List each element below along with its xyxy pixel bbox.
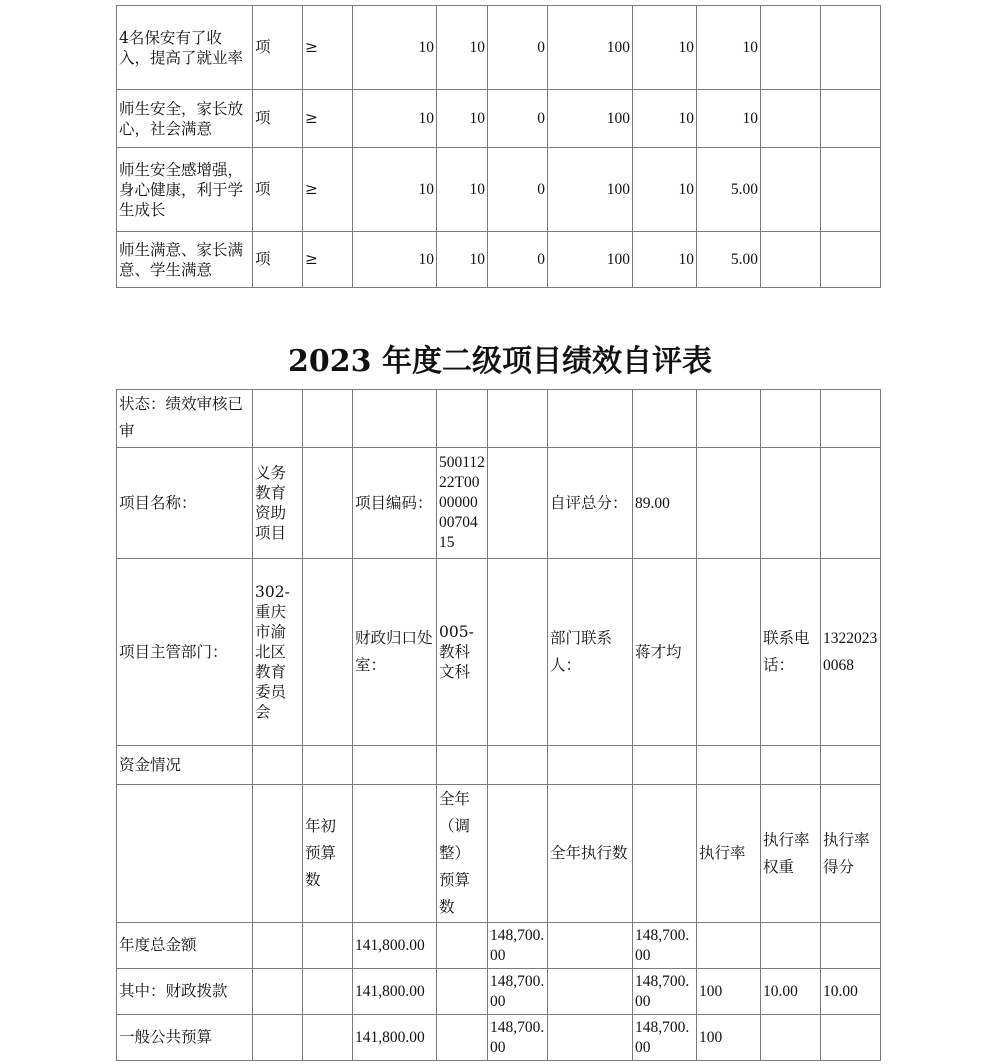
indicator-value: 10 (353, 6, 437, 90)
status-row (117, 390, 881, 448)
indicator-name: 师生安全，家长放心，社会满意 (117, 90, 253, 148)
initial-budget-value: 141,800.00 (353, 923, 437, 969)
table-row (117, 923, 881, 969)
adjusted-budget-value: 148,700.00 (488, 969, 548, 1015)
indicator-unit: 项 (253, 90, 303, 148)
table-cell (437, 969, 488, 1015)
table-row (117, 969, 881, 1015)
table-cell (821, 232, 881, 288)
indicator-value: 10 (697, 6, 761, 90)
self-score-value: 89.00 (633, 448, 697, 559)
finance-office-label: 财政归口处室： (353, 559, 437, 746)
table-cell (821, 6, 881, 90)
executed-value: 148,700.00 (633, 923, 697, 969)
adjusted-budget-header: 全年（调整）预算数 (437, 785, 488, 923)
indicator-name: 师生满意、家长满意、学生满意 (117, 232, 253, 288)
rate-header: 执行率 (697, 785, 761, 923)
page-title: 2023 年度二级项目绩效自评表 (288, 344, 712, 379)
weight-header: 执行率权重 (761, 785, 821, 923)
indicator-value: 10 (437, 148, 488, 232)
indicator-unit: 项 (253, 148, 303, 232)
table-cell (761, 232, 821, 288)
indicator-value: 10 (633, 6, 697, 90)
table-row (117, 148, 881, 232)
indicator-operator: ≥ (303, 90, 353, 148)
table-cell (253, 969, 303, 1015)
table-cell (303, 969, 353, 1015)
table-cell (303, 1015, 353, 1061)
table-cell (437, 923, 488, 969)
table-row (117, 232, 881, 288)
funds-title-row (117, 746, 881, 785)
self-score-label: 自评总分： (548, 448, 633, 559)
table-cell (437, 1015, 488, 1061)
table-cell (253, 923, 303, 969)
indicator-value: 0 (488, 148, 548, 232)
table-cell (548, 969, 633, 1015)
evaluation-table (116, 389, 881, 1061)
indicator-value: 100 (548, 232, 633, 288)
adjusted-budget-value: 148,700.00 (488, 923, 548, 969)
initial-budget-header: 年初预算数 (303, 785, 353, 923)
contact-label: 部门联系人： (548, 559, 633, 746)
indicator-value: 0 (488, 232, 548, 288)
score-value (821, 923, 881, 969)
table-cell (761, 148, 821, 232)
indicator-value: 10 (437, 232, 488, 288)
contact-value: 蒋才均 (633, 559, 697, 746)
initial-budget-value: 141,800.00 (353, 1015, 437, 1061)
indicator-unit: 项 (253, 232, 303, 288)
indicator-value: 5.00 (697, 232, 761, 288)
executed-value: 148,700.00 (633, 969, 697, 1015)
adjusted-budget-value: 148,700.00 (488, 1015, 548, 1061)
table-cell (821, 148, 881, 232)
indicator-value: 100 (548, 90, 633, 148)
indicator-unit: 项 (253, 6, 303, 90)
table-cell (303, 923, 353, 969)
score-value (821, 1015, 881, 1061)
indicator-value: 100 (548, 148, 633, 232)
funds-row-label: 一般公共预算 (117, 1015, 253, 1061)
table-cell (821, 90, 881, 148)
rate-value: 100 (697, 1015, 761, 1061)
indicator-value: 10 (633, 232, 697, 288)
indicator-value: 10 (353, 90, 437, 148)
project-code-label: 项目编码： (353, 448, 437, 559)
score-header: 执行率得分 (821, 785, 881, 923)
rate-value (697, 923, 761, 969)
indicator-value: 10 (353, 232, 437, 288)
status-cell: 状态：绩效审核已审 (117, 390, 253, 448)
indicator-name: 4名保安有了收入，提高了就业率 (117, 6, 253, 90)
funds-row-label: 年度总金额 (117, 923, 253, 969)
table-row (117, 6, 881, 90)
funds-row-label: 其中：财政拨款 (117, 969, 253, 1015)
indicator-operator: ≥ (303, 232, 353, 288)
indicator-value: 100 (548, 6, 633, 90)
dept-value: 302-重庆市渝北区教育委员会 (253, 559, 303, 746)
table-cell (761, 6, 821, 90)
funds-header-row (117, 785, 881, 923)
table-row (117, 1015, 881, 1061)
rate-value: 100 (697, 969, 761, 1015)
table-cell (548, 923, 633, 969)
project-name-row (117, 448, 881, 559)
indicator-value: 10 (353, 148, 437, 232)
executed-value: 148,700.00 (633, 1015, 697, 1061)
indicator-name: 师生安全感增强，身心健康，利于学生成长 (117, 148, 253, 232)
weight-value (761, 923, 821, 969)
weight-value: 10.00 (761, 969, 821, 1015)
dept-label: 项目主管部门： (117, 559, 253, 746)
table-row (117, 90, 881, 148)
executed-header: 全年执行数 (548, 785, 633, 923)
phone-label: 联系电话： (761, 559, 821, 746)
indicator-table (116, 5, 881, 288)
table-cell (253, 1015, 303, 1061)
table-cell (761, 90, 821, 148)
project-name-value: 义务教育资助项目 (253, 448, 303, 559)
funds-label: 资金情况 (117, 746, 253, 785)
indicator-value: 0 (488, 90, 548, 148)
weight-value (761, 1015, 821, 1061)
project-name-label: 项目名称： (117, 448, 253, 559)
indicator-value: 10 (633, 148, 697, 232)
initial-budget-value: 141,800.00 (353, 969, 437, 1015)
department-row (117, 559, 881, 746)
phone-value: 13220230068 (821, 559, 881, 746)
indicator-value: 10 (437, 6, 488, 90)
indicator-value: 10 (697, 90, 761, 148)
project-code-value: 50011222T00000000070415 (437, 448, 488, 559)
indicator-value: 0 (488, 6, 548, 90)
score-value: 10.00 (821, 969, 881, 1015)
indicator-operator: ≥ (303, 6, 353, 90)
indicator-value: 5.00 (697, 148, 761, 232)
indicator-operator: ≥ (303, 148, 353, 232)
indicator-value: 10 (437, 90, 488, 148)
table-cell (548, 1015, 633, 1061)
indicator-value: 10 (633, 90, 697, 148)
finance-office-value: 005-教科文科 (437, 559, 488, 746)
